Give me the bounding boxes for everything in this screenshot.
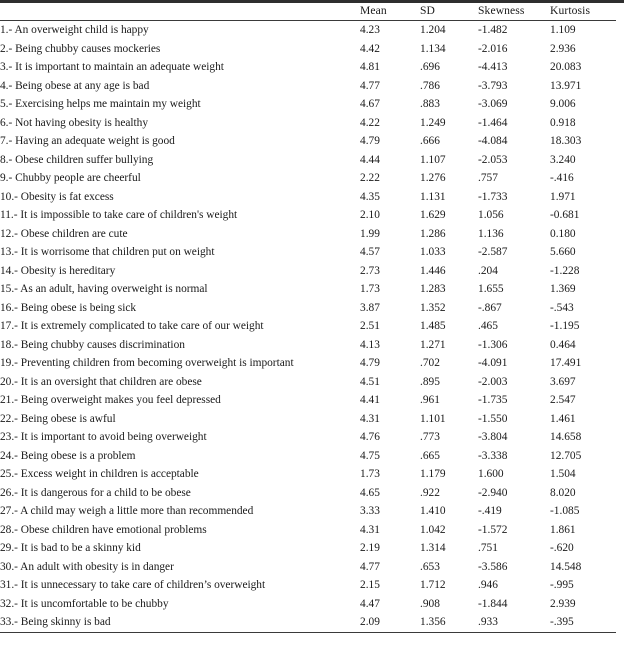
cell-kurtosis: -.395 [550,613,616,632]
cell-mean: 2.22 [360,172,380,184]
column-header-kurtosis: Kurtosis [550,3,616,21]
cell-sd: 1.249 [420,116,446,129]
cell-item-statement: 33.- Being skinny is bad [0,613,360,632]
cell-skewness: -3.793 [478,79,508,92]
cell-sd: 1.712 [420,579,446,591]
cell-mean: 4.31 [360,523,380,536]
table-row [0,262,616,281]
table-row [0,465,616,484]
cell-mean: 4.51 [360,375,380,388]
cell-item-statement: 8.- Obese children suffer bullying [0,153,154,166]
cell-skewness: -3.069 [478,98,508,110]
cell-kurtosis: 0.180 [550,227,576,240]
cell-skewness: -1.735 [478,394,508,406]
cell-sd: .702 [420,357,440,369]
table-row [0,151,616,170]
cell-mean: 2.73 [360,264,380,277]
table-row [0,410,616,429]
table-row [0,373,616,392]
column-header-skewness: Skewness [478,3,550,21]
cell-skewness: .757 [478,172,498,184]
cell-mean: 4.67 [360,98,380,110]
cell-sd: .922 [420,486,440,499]
cell-sd: 1.107 [420,153,446,166]
cell-kurtosis: 17.491 [550,357,582,369]
cell-item-statement: 19.- Preventing children from becoming overweight is important [0,357,294,369]
cell-mean: 1.99 [360,227,380,240]
cell-skewness: 1.056 [478,209,504,221]
cell-kurtosis: 0.464 [550,338,576,351]
table-row [0,576,616,595]
cell-skewness: -4.091 [478,357,508,369]
cell-sd: .666 [420,135,440,147]
cell-item-statement: 5.- Exercising helps me maintain my weight [0,98,201,110]
table-row [0,21,616,40]
cell-sd: 1.179 [420,468,446,480]
cell-mean: 4.77 [360,79,380,92]
cell-mean: 2.19 [360,542,380,554]
cell-mean: 4.47 [360,597,380,610]
cell-mean: 2.51 [360,320,380,332]
cell-skewness: -2.053 [478,153,508,166]
cell-skewness: -1.482 [478,24,508,36]
cell-kurtosis: 1.109 [550,24,576,36]
cell-mean: 4.35 [360,190,380,203]
cell-item-statement: 32.- It is uncomfortable to be chubby [0,597,169,610]
cell-skewness: -2.587 [478,246,508,258]
cell-item-statement: 14.- Obesity is hereditary [0,264,116,277]
cell-kurtosis: 9.006 [550,98,576,110]
cell-mean: 4.13 [360,338,380,351]
table-header [0,3,616,21]
cell-item-statement: 10.- Obesity is fat excess [0,190,114,203]
cell-kurtosis: 8.020 [550,486,576,499]
cell-item-statement: 2.- Being chubby causes mockeries [0,42,161,55]
cell-skewness: .933 [478,613,550,632]
cell-skewness: -1.572 [478,523,508,536]
cell-skewness: -4.413 [478,61,508,73]
table-header-row [0,3,616,21]
cell-kurtosis: 18.303 [550,135,582,147]
table-row [0,595,616,614]
cell-mean: 2.10 [360,209,380,221]
cell-sd: 1.286 [420,227,446,240]
cell-skewness: .946 [478,579,498,591]
table-row [0,428,616,447]
cell-item-statement: 13.- It is worrisome that children put on weight [0,246,215,258]
cell-mean: 4.22 [360,116,380,129]
cell-mean: 4.77 [360,560,380,573]
cell-kurtosis: -0.681 [550,209,580,221]
cell-sd: 1.485 [420,320,446,332]
table-row [0,447,616,466]
cell-sd: .773 [420,431,440,443]
cell-item-statement: 31.- It is unnecessary to take care of children’s overweight [0,579,266,591]
table-row [0,243,616,262]
cell-skewness: -1.550 [478,412,508,425]
cell-skewness: -2.940 [478,486,508,499]
cell-sd: .883 [420,98,440,110]
table-row [0,391,616,410]
cell-sd: 1.352 [420,301,446,314]
table-row [0,169,616,188]
table-row [0,299,616,318]
column-header-sd: SD [420,3,478,21]
table-body [0,21,616,633]
cell-skewness: -2.016 [478,42,508,55]
cell-sd: 1.033 [420,246,446,258]
cell-mean: 1.73 [360,283,380,295]
cell-kurtosis: 1.461 [550,412,576,425]
cell-skewness: 1.136 [478,227,504,240]
cell-kurtosis: 3.240 [550,153,576,166]
cell-kurtosis: -.995 [550,579,574,591]
cell-kurtosis: 0.918 [550,116,576,129]
cell-item-statement: 11.- It is impossible to take care of children's weight [0,209,238,221]
cell-item-statement: 18.- Being chubby causes discrimination [0,338,185,351]
cell-sd: .653 [420,560,440,573]
cell-skewness: .465 [478,320,498,332]
cell-kurtosis: 2.936 [550,42,576,55]
cell-kurtosis: 5.660 [550,246,576,258]
table-row [0,317,616,336]
cell-mean: 4.31 [360,412,380,425]
cell-kurtosis: 12.705 [550,449,582,462]
cell-sd: 1.271 [420,338,446,351]
cell-item-statement: 27.- A child may weigh a little more than recommended [0,505,254,517]
table-row [0,77,616,96]
cell-mean: 4.23 [360,24,380,36]
table-row [0,95,616,114]
cell-kurtosis: 20.083 [550,61,582,73]
table-row [0,206,616,225]
cell-kurtosis: 14.548 [550,560,582,573]
cell-sd: 1.410 [420,505,446,517]
cell-sd: .908 [420,597,440,610]
table-row [0,336,616,355]
cell-item-statement: 16.- Being obese is being sick [0,301,137,314]
cell-skewness: -3.586 [478,560,508,573]
table-row [0,539,616,558]
descriptive-statistics-table [0,3,616,633]
table-row [0,521,616,540]
cell-mean: 4.81 [360,61,380,73]
cell-kurtosis: 2.547 [550,394,576,406]
cell-sd: .961 [420,394,440,406]
cell-sd: 1.131 [420,190,446,203]
table-row [0,40,616,59]
cell-sd: 1.314 [420,542,446,554]
cell-item-statement: 12.- Obese children are cute [0,227,128,240]
cell-item-statement: 22.- Being obese is awful [0,412,116,425]
cell-sd: 1.446 [420,264,446,277]
cell-item-statement: 29.- It is bad to be a skinny kid [0,542,141,554]
cell-skewness: .751 [478,542,498,554]
cell-kurtosis: 1.504 [550,468,576,480]
cell-skewness: .204 [478,264,498,277]
cell-skewness: -4.084 [478,135,508,147]
cell-sd: 1.042 [420,523,446,536]
cell-item-statement: 3.- It is important to maintain an adequate weight [0,61,224,73]
cell-skewness: -3.804 [478,431,508,443]
column-header-item [0,3,360,21]
cell-item-statement: 28.- Obese children have emotional problems [0,523,207,536]
cell-sd: 1.629 [420,209,446,221]
cell-sd: 1.134 [420,42,446,55]
cell-skewness: 1.655 [478,283,504,295]
cell-skewness: -.867 [478,301,502,314]
table-row [0,114,616,133]
table-row [0,354,616,373]
cell-skewness: -2.003 [478,375,508,388]
table-row [0,558,616,577]
cell-mean: 4.65 [360,486,380,499]
cell-mean: 4.42 [360,42,380,55]
cell-sd: .895 [420,375,440,388]
cell-skewness: 1.600 [478,468,504,480]
cell-item-statement: 15.- As an adult, having overweight is normal [0,283,208,295]
cell-item-statement: 20.- It is an oversight that children are obese [0,375,202,388]
cell-mean: 2.09 [360,613,420,632]
cell-skewness: -1.733 [478,190,508,203]
cell-item-statement: 9.- Chubby people are cheerful [0,172,141,184]
cell-mean: 2.15 [360,579,380,591]
cell-kurtosis: 1.861 [550,523,576,536]
cell-kurtosis: -1.085 [550,505,580,517]
cell-item-statement: 17.- It is extremely complicated to take care of our weight [0,320,264,332]
cell-mean: 3.33 [360,505,380,517]
table-row [0,132,616,151]
cell-mean: 4.44 [360,153,380,166]
column-header-mean: Mean [360,3,420,21]
table-row [0,225,616,244]
cell-sd: 1.101 [420,412,446,425]
cell-mean: 4.75 [360,449,380,462]
cell-mean: 4.41 [360,394,380,406]
cell-kurtosis: -1.195 [550,320,580,332]
cell-kurtosis: -1.228 [550,264,580,277]
cell-kurtosis: 3.697 [550,375,576,388]
cell-sd: 1.356 [420,613,478,632]
cell-item-statement: 7.- Having an adequate weight is good [0,135,175,147]
cell-kurtosis: -.543 [550,301,574,314]
cell-item-statement: 6.- Not having obesity is healthy [0,116,149,129]
cell-sd: 1.204 [420,24,446,36]
table-row [0,280,616,299]
cell-item-statement: 26.- It is dangerous for a child to be obese [0,486,191,499]
cell-skewness: -1.844 [478,597,508,610]
cell-item-statement: 4.- Being obese at any age is bad [0,79,150,92]
table-row [0,484,616,503]
cell-item-statement: 23.- It is important to avoid being overweight [0,431,207,443]
cell-kurtosis: -.620 [550,542,574,554]
cell-mean: 4.76 [360,431,380,443]
cell-kurtosis: 1.971 [550,190,576,203]
cell-item-statement: 30.- An adult with obesity is in danger [0,560,174,573]
cell-mean: 3.87 [360,301,380,314]
table-row [0,58,616,77]
cell-sd: .665 [420,449,440,462]
cell-sd: .786 [420,79,440,92]
table-row [0,613,616,632]
cell-item-statement: 24.- Being obese is a problem [0,449,136,462]
cell-skewness: -1.464 [478,116,508,129]
cell-mean: 4.79 [360,135,380,147]
cell-sd: 1.283 [420,283,446,295]
cell-kurtosis: 2.939 [550,597,576,610]
table-row [0,188,616,207]
cell-sd: .696 [420,61,440,73]
cell-kurtosis: 1.369 [550,283,576,295]
cell-item-statement: 1.- An overweight child is happy [0,24,149,36]
cell-item-statement: 25.- Excess weight in children is acceptable [0,468,199,480]
cell-mean: 4.79 [360,357,380,369]
cell-kurtosis: 14.658 [550,431,582,443]
cell-mean: 4.57 [360,246,380,258]
cell-skewness: -.419 [478,505,502,517]
cell-skewness: -1.306 [478,338,508,351]
cell-sd: 1.276 [420,172,446,184]
table-row [0,502,616,521]
cell-kurtosis: -.416 [550,172,574,184]
cell-kurtosis: 13.971 [550,79,582,92]
cell-skewness: -3.338 [478,449,508,462]
cell-item-statement: 21.- Being overweight makes you feel depressed [0,394,221,406]
cell-mean: 1.73 [360,468,380,480]
